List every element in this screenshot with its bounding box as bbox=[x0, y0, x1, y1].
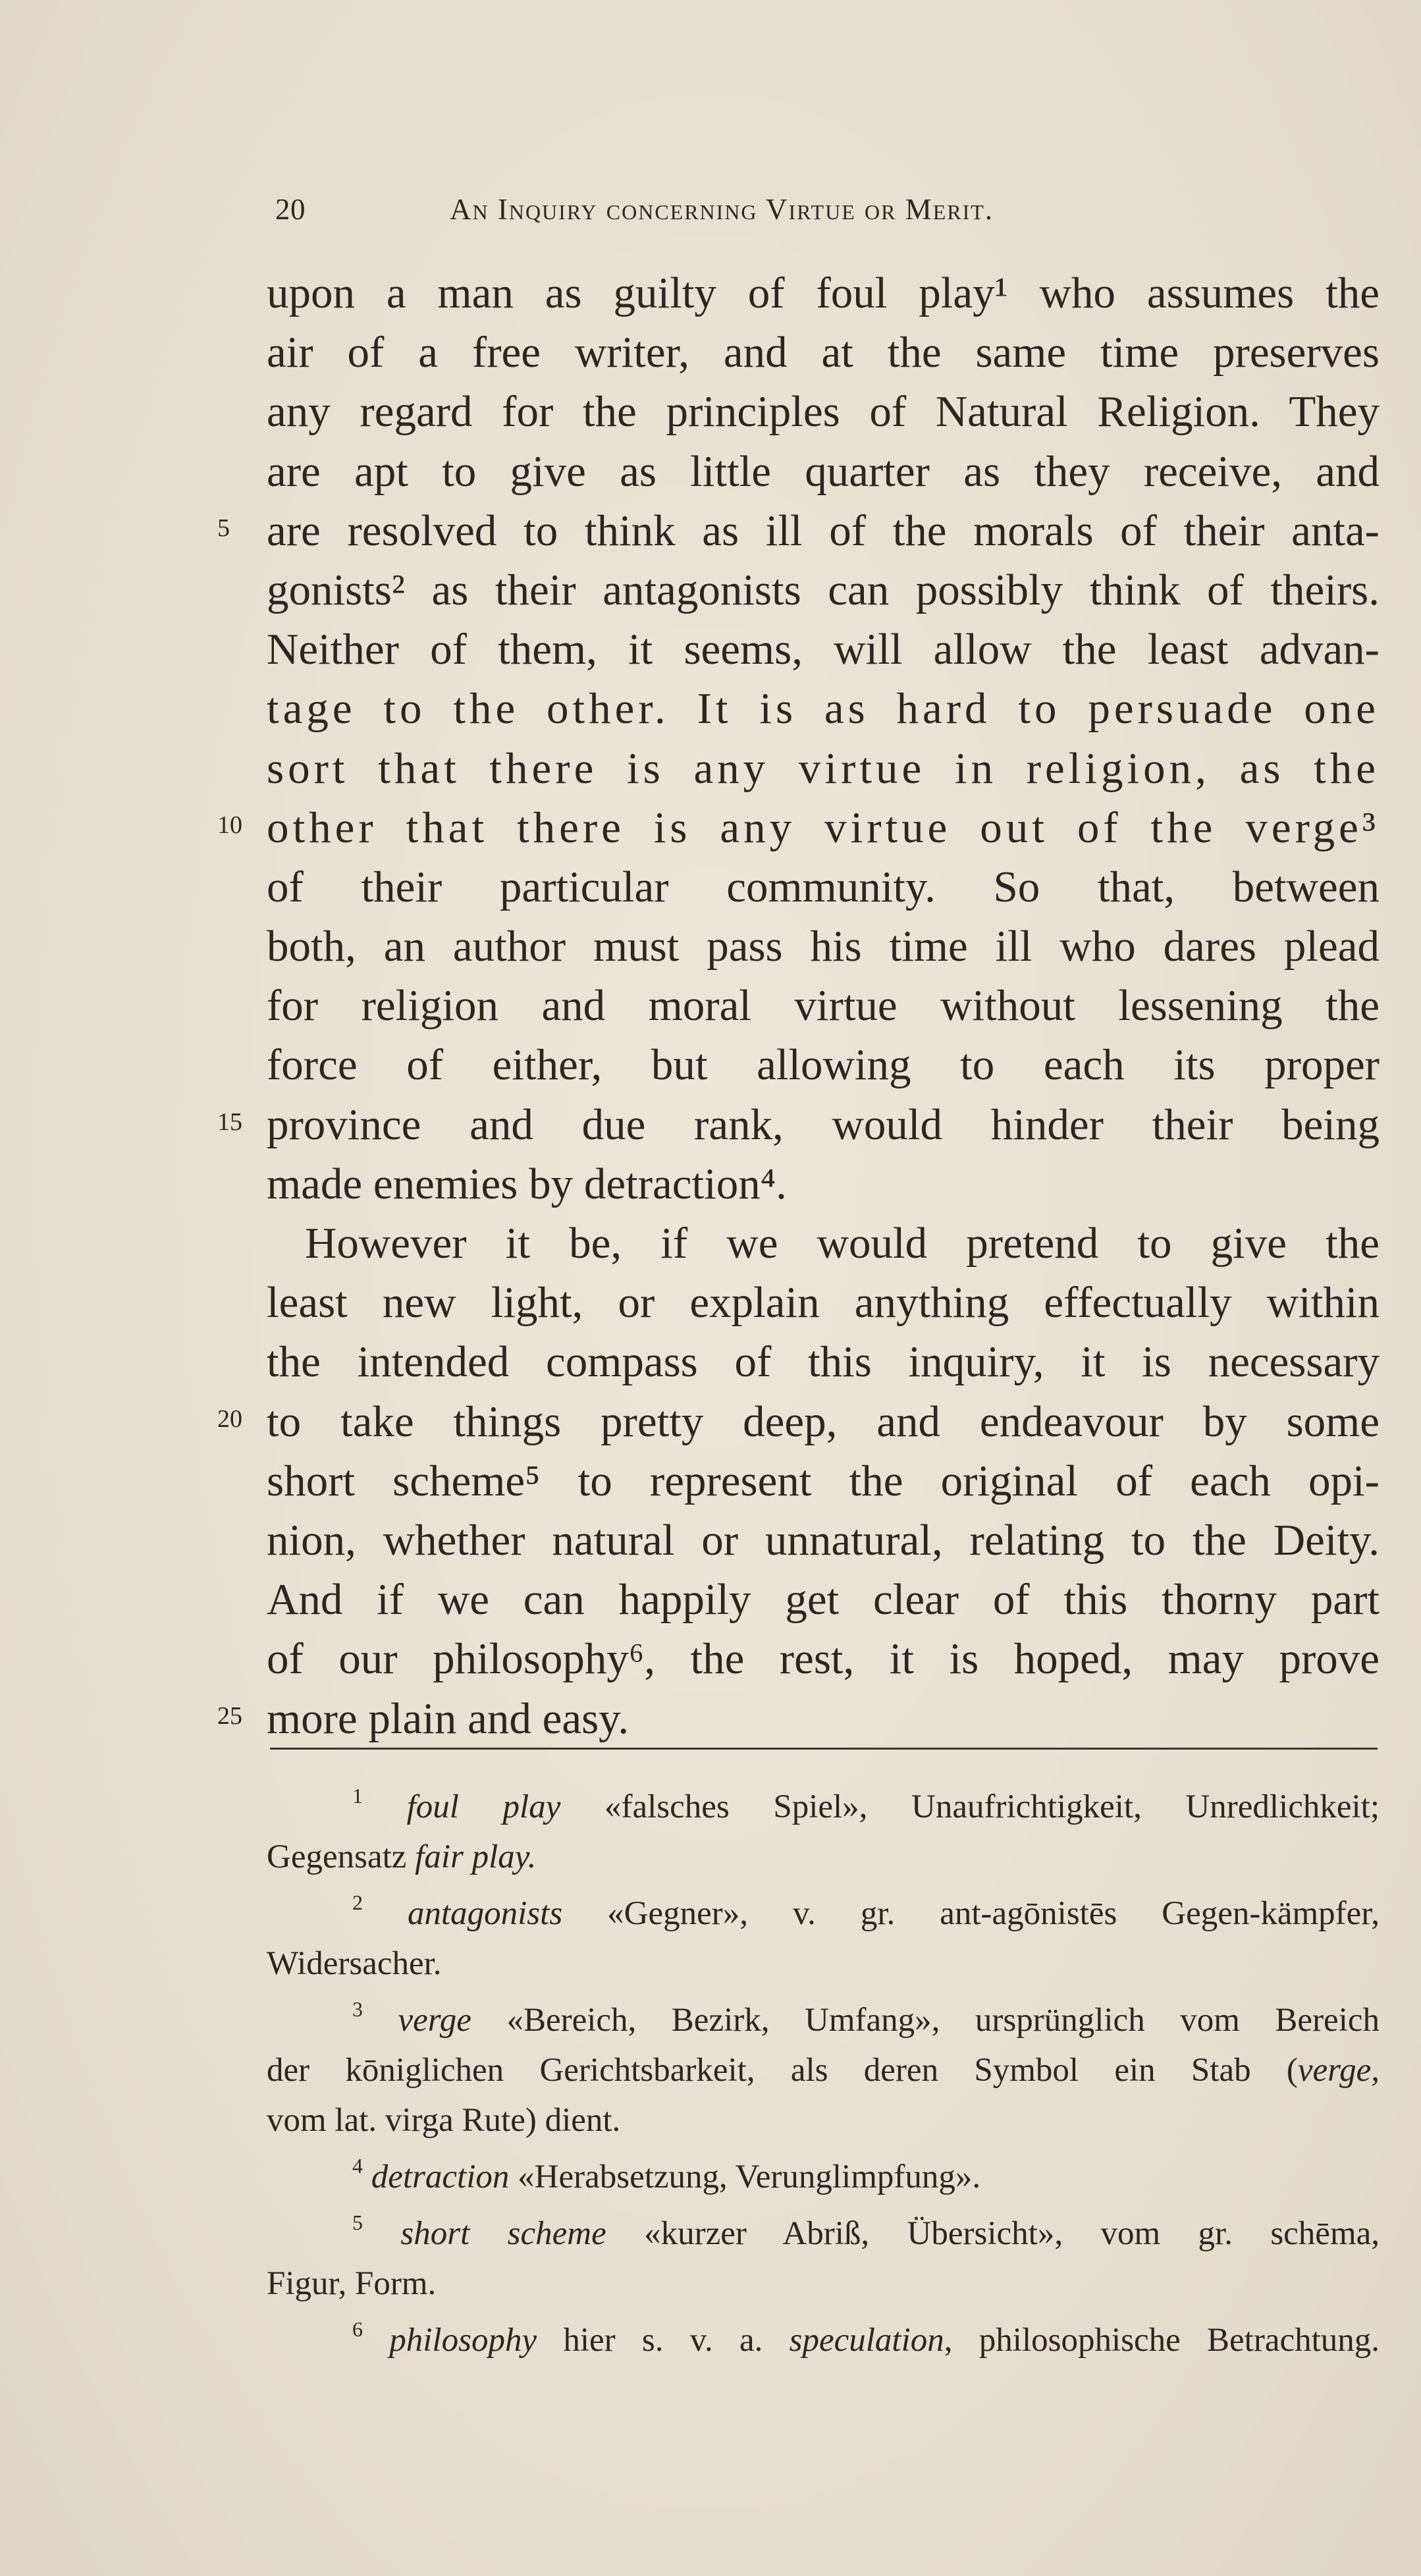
footnote-line bbox=[267, 1889, 1380, 1939]
text-line: However it be, if we would pretend to give the bbox=[305, 1219, 1380, 1268]
footnote-line: Widersacher. bbox=[267, 1945, 442, 1982]
footnote-term: verge, bbox=[1297, 2052, 1380, 2089]
text-line: sort that there is any virtue in religion, as the bbox=[267, 743, 1380, 793]
text-line: any regard for the principles of Natural Religion. They bbox=[267, 387, 1380, 437]
text-line: tage to the other. It is as hard to persuade one bbox=[267, 684, 1380, 734]
text-line: of their particular community. So that, between bbox=[267, 862, 1380, 911]
footnote-number: 6 bbox=[352, 2317, 363, 2341]
footnote-number: 4 bbox=[352, 2154, 363, 2178]
text-line: And if we can happily get clear of this thorny part bbox=[267, 1575, 1380, 1624]
text-line: force of either, but allowing to each its proper bbox=[267, 1040, 1380, 1090]
footnote-text: , philosophische Betrachtung. bbox=[944, 2322, 1380, 2359]
text-line: are apt to give as little quarter as they receive, and bbox=[267, 446, 1380, 496]
footnote-line bbox=[267, 1832, 1380, 1882]
footnote-text: «kurzer Abriß, Übersicht», vom gr. schēma, bbox=[644, 2215, 1380, 2252]
text-line: other that there is any virtue out of the verge³ bbox=[267, 803, 1380, 852]
footnote-term: verge bbox=[398, 2002, 471, 2039]
footnote-term: detraction bbox=[371, 2159, 510, 2195]
footnote-number: 1 bbox=[352, 1784, 363, 1808]
footnote bbox=[267, 2209, 1380, 2315]
line-number: 10 bbox=[217, 811, 242, 839]
footnote bbox=[267, 1782, 1380, 1889]
footnote-text: «Gegner», v. gr. ant-agōnistēs Gegen-kämpfer, bbox=[607, 1895, 1380, 1932]
footnote-text: «Bereich, Bezirk, Umfang», ursprünglich vom Bereich bbox=[506, 2002, 1380, 2039]
footnote-text: hier s. v. a. bbox=[563, 2322, 763, 2359]
footnote-text: «falsches Spiel», Unaufrichtigkeit, Unredlichkeit; bbox=[604, 1788, 1380, 1825]
footnote-line: Figur, Form. bbox=[267, 2265, 437, 2302]
text-line: least new light, or explain anything effectually within bbox=[267, 1278, 1380, 1328]
footnote-text: «Herabsetzung, Verunglimpfung». bbox=[518, 2159, 981, 2195]
footnote-text: Gegensatz bbox=[267, 1838, 407, 1875]
footnote bbox=[267, 1889, 1380, 1995]
text-line: nion, whether natural or unnatural, relating to the Deity. bbox=[267, 1515, 1380, 1565]
text-line: air of a free writer, and at the same time preserves bbox=[267, 328, 1380, 377]
text-line: Neither of them, it seems, will allow the least advan- bbox=[267, 625, 1380, 674]
text-line: short scheme⁵ to represent the original of each opi- bbox=[267, 1456, 1380, 1505]
footnote-divider bbox=[270, 1748, 1378, 1750]
line-number: 15 bbox=[217, 1108, 242, 1136]
footnote bbox=[267, 2315, 1380, 2365]
running-header bbox=[275, 188, 1381, 230]
footnote-line bbox=[267, 1782, 1380, 1832]
footnote-term: philosophy bbox=[389, 2322, 537, 2359]
line-number: 5 bbox=[217, 514, 230, 542]
footnote bbox=[267, 1995, 1380, 2152]
running-title: An Inquiry concerning Virtue or Merit. bbox=[450, 193, 994, 226]
line-number: 20 bbox=[217, 1405, 242, 1433]
footnote-text: der kōniglichen Gerichtsbarkeit, als deren Symbol ein Stab ( bbox=[267, 2052, 1298, 2089]
footnote-term: foul play bbox=[406, 1788, 561, 1825]
text-line: more plain and easy. bbox=[267, 1694, 630, 1743]
footnote-number: 3 bbox=[352, 1997, 363, 2021]
footnote-term: speculation bbox=[789, 2322, 944, 2359]
text-line: upon a man as guilty of foul play¹ who assumes the bbox=[267, 269, 1380, 317]
text-line: gonists² as their antagonists can possibly think of theirs. bbox=[267, 565, 1380, 614]
text-line: are resolved to think as ill of the morals of their anta- bbox=[267, 506, 1380, 555]
text-line: to take things pretty deep, and endeavour by some bbox=[267, 1397, 1380, 1446]
line-number: 25 bbox=[217, 1702, 242, 1730]
text-line: of our philosophy⁶, the rest, it is hoped, may prove bbox=[267, 1634, 1380, 1684]
footnote-term: antagonists bbox=[407, 1895, 563, 1932]
footnote-number: 2 bbox=[352, 1891, 363, 1914]
text-line: province and due rank, would hinder their being bbox=[267, 1100, 1380, 1149]
page-number: 20 bbox=[275, 193, 306, 226]
footnote-line bbox=[267, 2315, 1380, 2365]
footnotes bbox=[267, 1782, 1380, 2365]
footnote bbox=[267, 2152, 1380, 2209]
footnote-number: 5 bbox=[352, 2211, 363, 2234]
text-line: the intended compass of this inquiry, it is necessary bbox=[267, 1337, 1380, 1387]
text-line: both, an author must pass his time ill who dares plead bbox=[267, 922, 1380, 971]
main-text bbox=[267, 263, 1380, 1748]
footnote-line bbox=[267, 1995, 1380, 2045]
footnote-term: fair play. bbox=[415, 1838, 537, 1875]
footnote-term: short scheme bbox=[400, 2215, 606, 2252]
footnote-line: vom lat. virga Rute) dient. bbox=[267, 2102, 621, 2139]
footnote-line bbox=[267, 2209, 1380, 2259]
footnote-line bbox=[267, 2045, 1380, 2095]
footnote-line bbox=[267, 2152, 1380, 2202]
text-line: made enemies by detraction⁴. bbox=[267, 1159, 787, 1208]
text-line: for religion and moral virtue without lessening the bbox=[267, 981, 1380, 1031]
